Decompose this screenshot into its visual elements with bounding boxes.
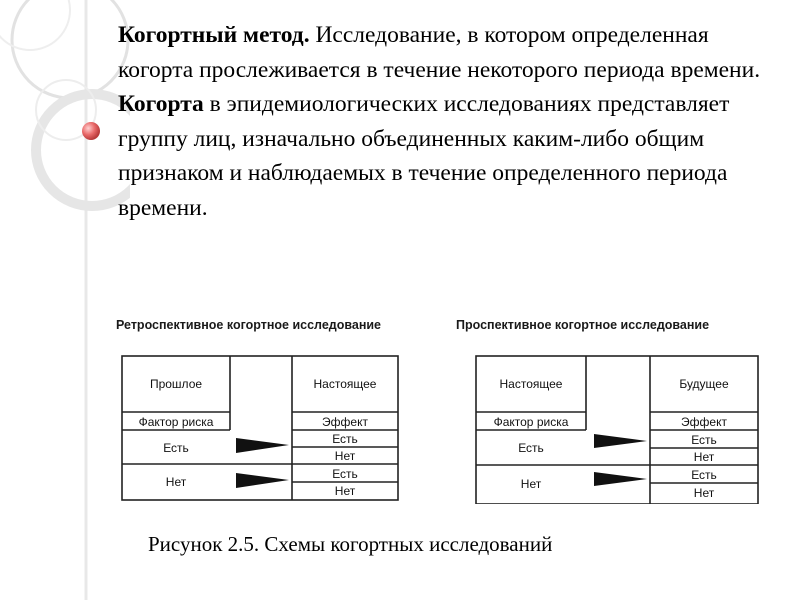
cohort-method-definition <box>118 18 788 87</box>
arrow-right-icon <box>236 438 289 453</box>
cohort-definition <box>118 87 788 225</box>
arrow-right-icon <box>594 472 647 486</box>
cohort-term: Когорта <box>118 91 204 117</box>
arrow-right-icon <box>236 473 289 488</box>
cohort-method-text: Исследование, в котором определенная когорта прослеживается в течение некоторого периода времени. <box>118 22 761 83</box>
cohort-method-term: Когортный метод. <box>118 22 310 48</box>
effect-no-label: Нет <box>334 449 356 463</box>
effect-no-label: Нет <box>693 486 715 500</box>
retrospective-diagram <box>118 352 404 504</box>
row-no-label: Нет <box>520 477 542 491</box>
effect-header: Эффект <box>681 415 727 429</box>
effect-yes-label: Есть <box>691 433 717 447</box>
effect-header: Эффект <box>322 415 368 429</box>
col-left-label: Прошлое <box>149 377 203 391</box>
factor-header: Фактор риска <box>138 415 214 429</box>
row-yes-label: Есть <box>518 441 544 455</box>
cohort-text: в эпидемиологических исследованиях представляет группу лиц, изначально объединенных каким-либо общим признаком и наблюдаемых в течение определенного периода времени. <box>118 91 730 221</box>
col-right-label: Будущее <box>679 377 729 391</box>
decorative-rings <box>0 0 130 600</box>
effect-no-label: Нет <box>334 484 356 498</box>
arrow-right-icon <box>594 434 647 448</box>
red-bullet-icon <box>82 122 100 140</box>
col-right-label: Настоящее <box>313 377 377 391</box>
row-no-label: Нет <box>165 475 187 489</box>
definitions-text <box>118 18 788 225</box>
col-left-label: Настоящее <box>499 377 563 391</box>
retrospective-title: Ретроспективное когортное исследование <box>116 318 382 332</box>
factor-header: Фактор риска <box>493 415 569 429</box>
effect-yes-label: Есть <box>691 468 717 482</box>
effect-yes-label: Есть <box>332 467 358 481</box>
row-yes-label: Есть <box>163 441 189 455</box>
figure-caption: Рисунок 2.5. Схемы когортных исследований <box>148 532 553 556</box>
effect-no-label: Нет <box>693 450 715 464</box>
effect-yes-label: Есть <box>332 432 358 446</box>
prospective-diagram <box>472 352 764 504</box>
prospective-title: Проспективное когортное исследование <box>456 318 710 332</box>
